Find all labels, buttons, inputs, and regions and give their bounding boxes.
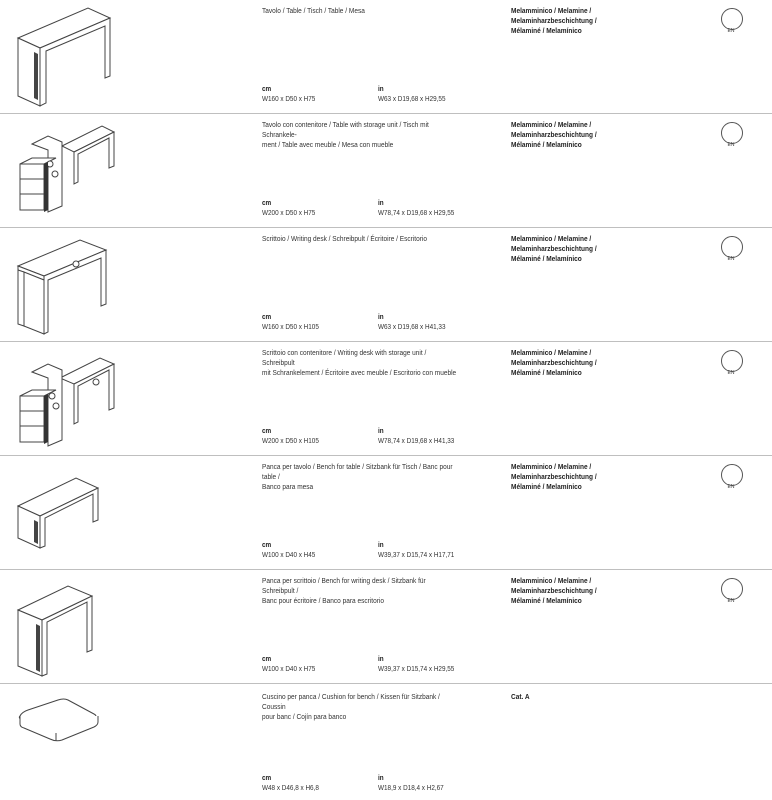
in-label: in <box>378 198 384 207</box>
material-info: Melamminico / Melamine / Melaminharzbeschichtung / Mélaminé / Melamínico <box>511 6 597 35</box>
certification-label: EN <box>727 598 735 604</box>
material-info: Melamminico / Melamine / Melaminharzbeschichtung / Mélaminé / Melamínico <box>511 348 597 377</box>
cm-label: cm <box>262 84 272 93</box>
cm-label: cm <box>262 773 272 782</box>
table-storage-icon <box>10 114 120 227</box>
certification-label: EN <box>727 484 735 490</box>
product-row-bench-desk <box>0 570 772 684</box>
bench-table-icon <box>10 456 120 569</box>
certification-icon <box>721 122 743 144</box>
cm-dimensions: W48 x D46,8 x H6,8 <box>262 783 319 792</box>
product-description: Cuscino per panca / Cushion for bench / Kissen für Sitzbank / Coussin pour banc / Cojín para banco <box>262 692 440 721</box>
cm-label: cm <box>262 426 272 435</box>
certification-icon <box>721 578 743 600</box>
cm-label: cm <box>262 540 272 549</box>
in-label: in <box>378 773 384 782</box>
cm-dimensions: W200 x D50 x H75 <box>262 208 316 217</box>
writing-desk-icon <box>10 228 120 341</box>
in-dimensions: W39,37 x D15,74 x H17,71 <box>378 550 455 559</box>
cm-label: cm <box>262 312 272 321</box>
cm-dimensions: W160 x D50 x H105 <box>262 322 319 331</box>
material-info: Cat. A <box>511 692 530 701</box>
in-dimensions: W78,74 x D19,68 x H29,55 <box>378 208 455 217</box>
product-description: Scrittoio / Writing desk / Schreibpult / Écritoire / Escritorio <box>262 234 428 243</box>
in-dimensions: W78,74 x D19,68 x H41,33 <box>378 436 455 445</box>
cm-label: cm <box>262 654 272 663</box>
cushion-icon <box>10 686 120 800</box>
in-dimensions: W18,9 x D18,4 x H2,67 <box>378 783 444 792</box>
cm-dimensions: W100 x D40 x H75 <box>262 664 316 673</box>
product-row-cushion <box>0 686 772 800</box>
product-description: Scrittoio con contenitore / Writing desk with storage unit / Schreibpult mit Schrankelement / Écritoire avec meuble / Escritorio con mueble <box>262 348 457 377</box>
writing-desk-storage-icon <box>10 342 120 455</box>
in-label: in <box>378 540 384 549</box>
certification-icon <box>721 464 743 486</box>
in-label: in <box>378 426 384 435</box>
product-description: Panca per tavolo / Bench for table / Sitzbank für Tisch / Banc pour table / Banco para mesa <box>262 462 453 491</box>
cm-label: cm <box>262 198 272 207</box>
material-info: Melamminico / Melamine / Melaminharzbeschichtung / Mélaminé / Melamínico <box>511 234 597 263</box>
certification-label: EN <box>727 256 735 262</box>
product-row-table <box>0 0 772 114</box>
certification-icon <box>721 350 743 372</box>
material-info: Melamminico / Melamine / Melaminharzbeschichtung / Mélaminé / Melamínico <box>511 576 597 605</box>
certification-label: EN <box>727 370 735 376</box>
product-row-writing-desk-storage <box>0 342 772 456</box>
in-dimensions: W63 x D19,68 x H41,33 <box>378 322 446 331</box>
material-info: Melamminico / Melamine / Melaminharzbeschichtung / Mélaminé / Melamínico <box>511 120 597 149</box>
bench-desk-icon <box>10 570 120 683</box>
product-row-writing-desk <box>0 228 772 342</box>
cm-dimensions: W160 x D50 x H75 <box>262 94 316 103</box>
cm-dimensions: W100 x D40 x H45 <box>262 550 316 559</box>
certification-label: EN <box>727 28 735 34</box>
cm-dimensions: W200 x D50 x H105 <box>262 436 319 445</box>
in-dimensions: W63 x D19,68 x H29,55 <box>378 94 446 103</box>
product-row-table-storage <box>0 114 772 228</box>
product-row-bench-table <box>0 456 772 570</box>
in-label: in <box>378 84 384 93</box>
material-info: Melamminico / Melamine / Melaminharzbeschichtung / Mélaminé / Melamínico <box>511 462 597 491</box>
table-icon <box>10 0 120 113</box>
in-dimensions: W39,37 x D15,74 x H29,55 <box>378 664 455 673</box>
certification-icon <box>721 8 743 30</box>
in-label: in <box>378 654 384 663</box>
product-description: Tavolo / Table / Tisch / Table / Mesa <box>262 6 365 15</box>
in-label: in <box>378 312 384 321</box>
certification-icon <box>721 236 743 258</box>
product-description: Panca per scrittoio / Bench for writing desk / Sitzbank für Schreibpult / Banc pour écritoire / Banco para escritorio <box>262 576 426 605</box>
product-description: Tavolo con contenitore / Table with storage unit / Tisch mit Schrankele- ment / Table avec meuble / Mesa con mueble <box>262 120 429 149</box>
certification-label: EN <box>727 142 735 148</box>
